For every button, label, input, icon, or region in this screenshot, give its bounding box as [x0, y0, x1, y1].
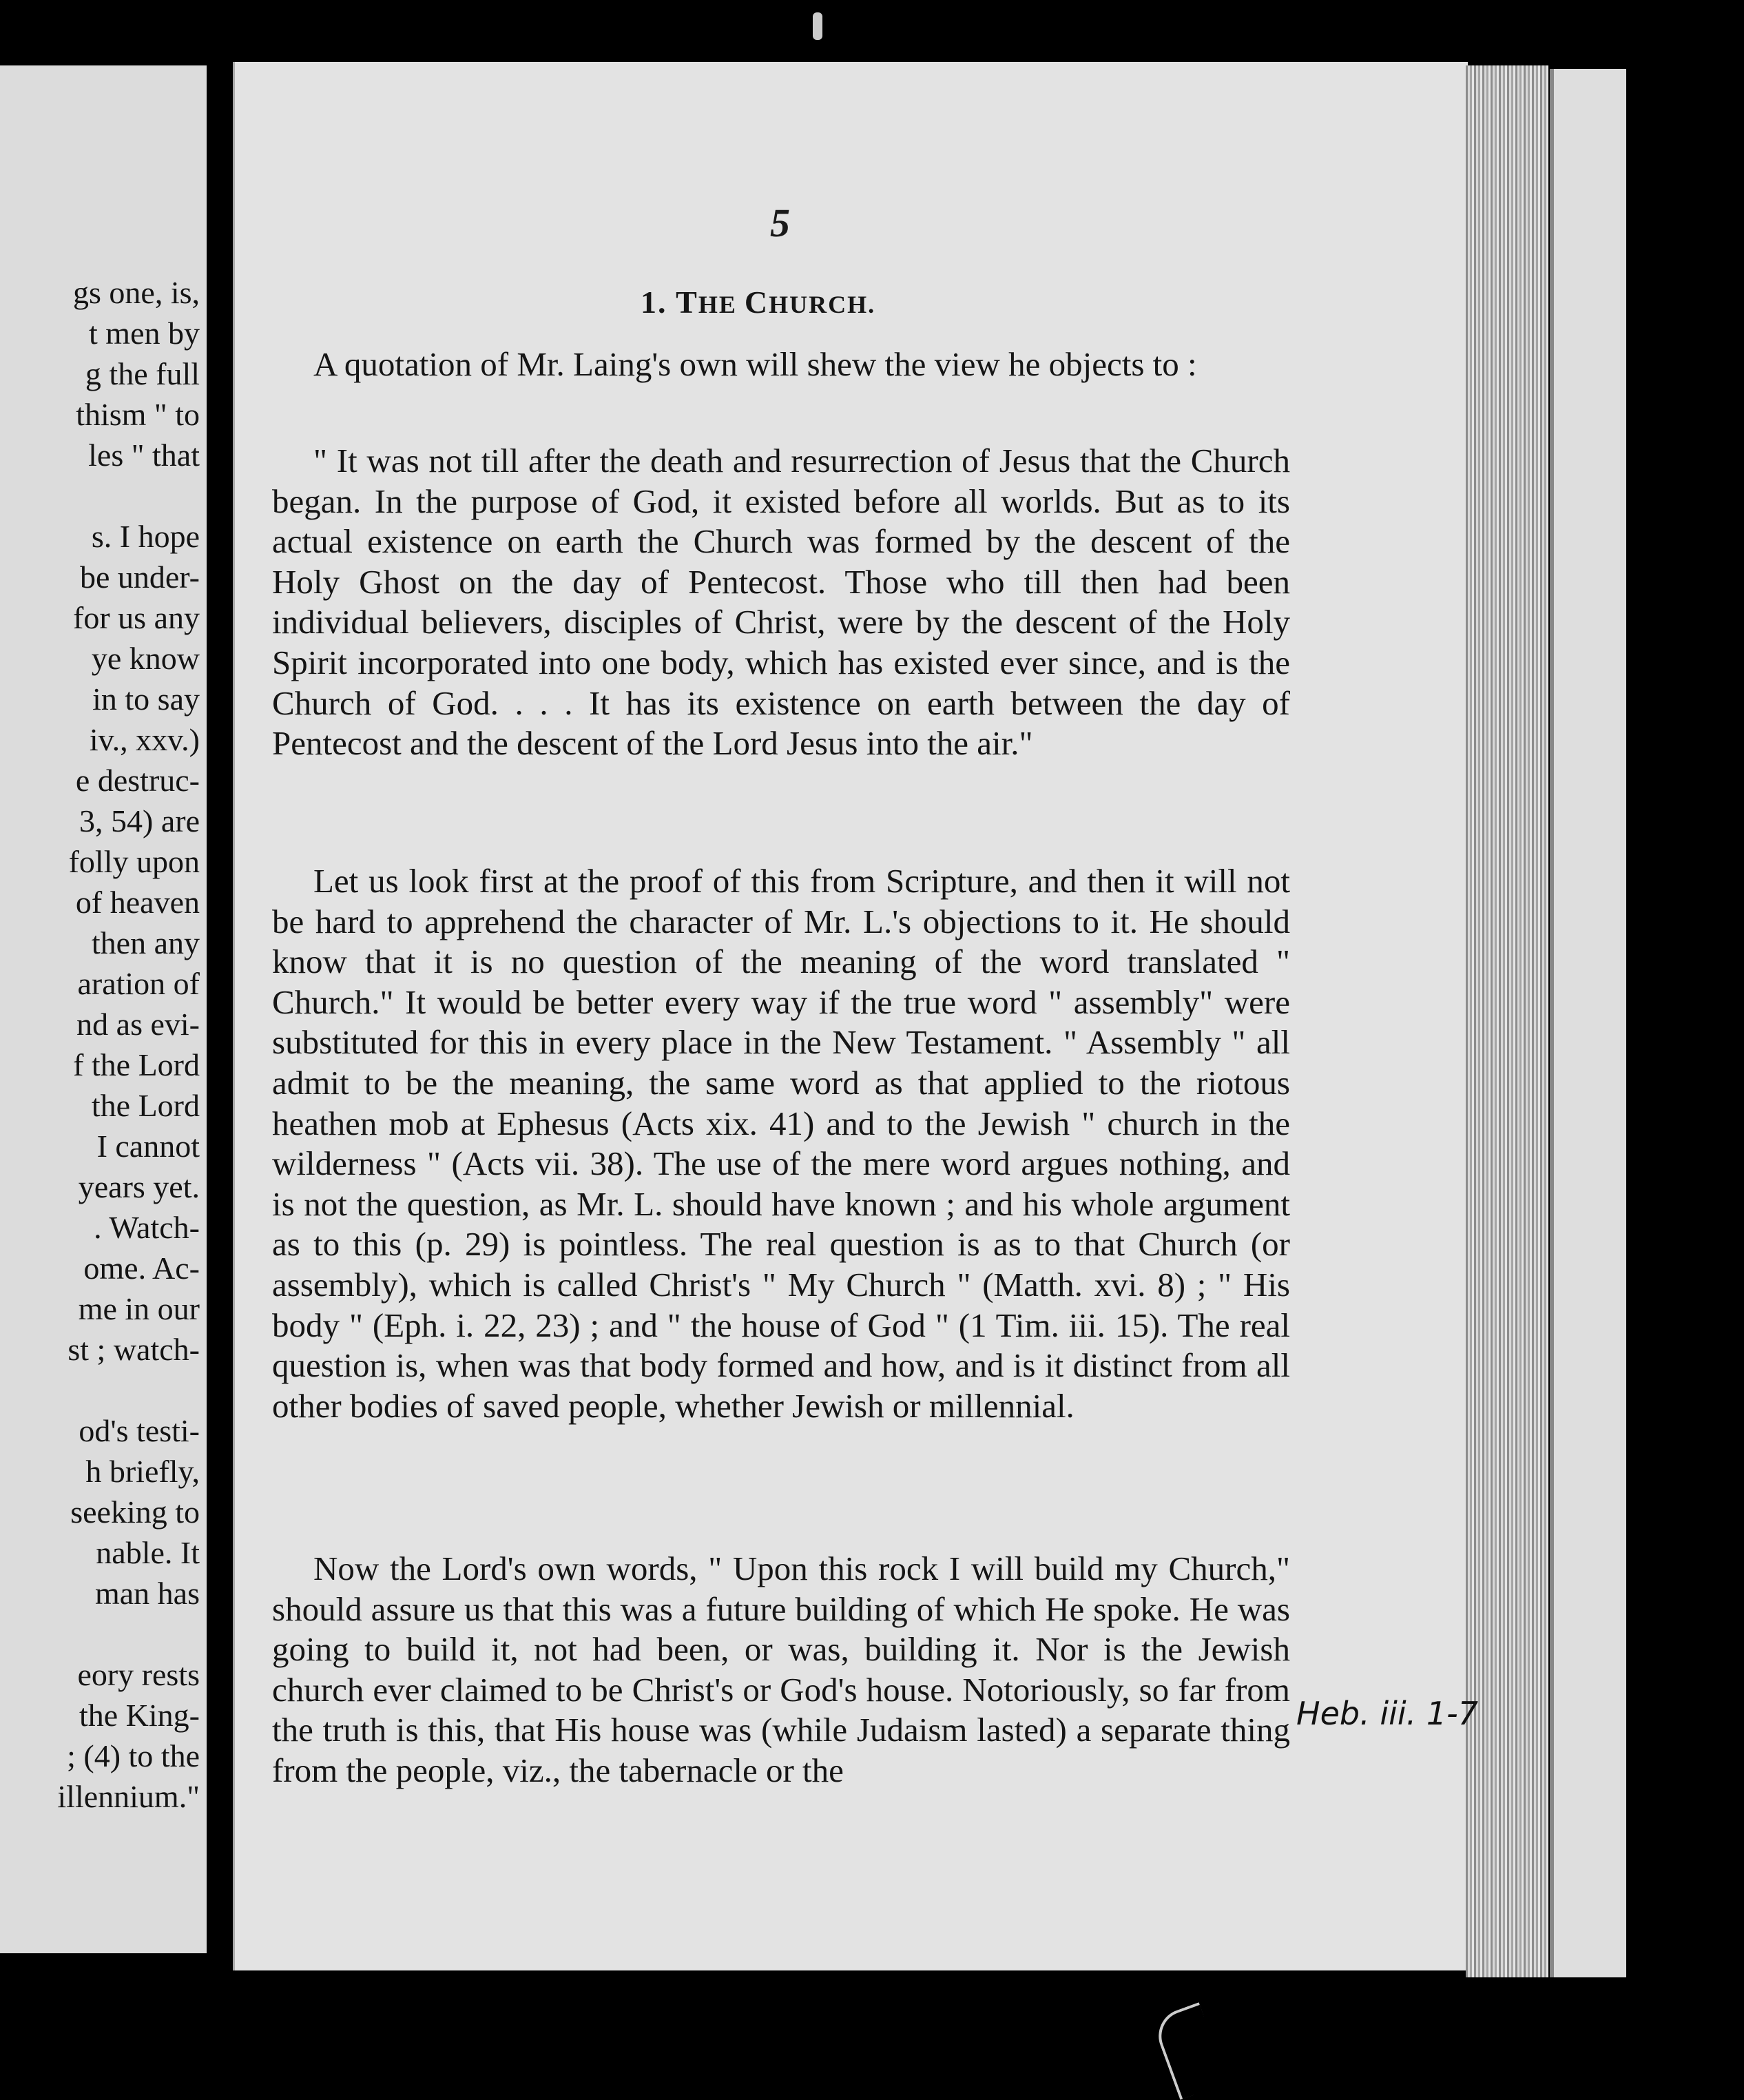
section-title [641, 284, 875, 320]
left-page-line: then any [91, 925, 200, 960]
left-page-line: ome. Ac- [83, 1250, 200, 1286]
left-page-line: seeking to [70, 1494, 200, 1530]
intro-paragraph [272, 344, 1290, 385]
left-page-line: st ; watch- [68, 1332, 200, 1367]
left-page-line: for us any [73, 600, 200, 635]
left-page-line: eory rests [77, 1657, 200, 1692]
handwritten-margin-note: Heb. iii. 1-7 [1296, 1695, 1479, 1732]
paragraph-2-text: Let us look first at the proof of this from Scripture, and then it will not be hard to apprehend the character of Mr. L.'s objections to it. He should know that it is no question of the meaning of the word translated " Church." It would be better every way if the true word " assembly" were substituted for this in every place in the New Testament. " Assembly " all admit to be the meaning, the same word as that applied to the riotous heathen mob at Ephesus (Acts xix. 41) and to the Jewish " church in the wilderness " (Acts vii. 38). The use of the mere word argues nothing, and is not the question, as Mr. L. should have known ; and his whole argument as to this (p. 29) is pointless. The real question is as to that Church (or assembly), which is called Christ's " My Church " (Matth. xvi. 8) ; " His body " (Eph. i. 22, 23) ; and " the house of God " (1 Tim. iii. 15). The real question is, when was that body formed and how, and is it distinct from all other bodies of saved people, whether Jewish or millennial. [272, 862, 1290, 1425]
body-paragraph-3 [272, 1549, 1290, 1791]
left-page-line: . Watch- [94, 1210, 200, 1245]
left-page-line: in to say [92, 681, 200, 717]
left-page-line: the King- [79, 1698, 200, 1733]
left-page-line: nable. It [96, 1535, 200, 1570]
left-page-line: t men by [89, 316, 200, 351]
left-page [0, 65, 207, 1953]
left-page-line: s. I hope [91, 519, 200, 554]
intro-text: A quotation of Mr. Laing's own will shew the view he objects to : [313, 345, 1197, 383]
left-page-line: g the full [85, 356, 200, 391]
section-number: 1. [641, 285, 667, 320]
left-page-line: illennium." [57, 1779, 200, 1814]
left-page-text [0, 272, 200, 1817]
left-page-line: 3, 54) are [79, 803, 200, 838]
left-page-line: e destruc- [75, 763, 200, 798]
left-page-line: f the Lord [73, 1047, 200, 1082]
section-title-initial: T [676, 285, 698, 320]
left-page-line: h briefly, [85, 1454, 200, 1489]
left-page-line: the Lord [91, 1088, 200, 1123]
quotation-text: " It was not till after the death and resurrection of Jesus that the Church began. In the purpose of God, it existed before all worlds. But as to its actual existence on earth the Church was formed by the descent of the Holy Ghost on the day of Pentecost. Those who till then had been individual believers, disciples of Christ, were by the descent of the Holy Spirit incorporated into one body, which has existed ever since, and is the Church of God. . . . It has its existence on earth between the day of Pentecost and the descent of the Lord Jesus into the air." [272, 442, 1290, 763]
left-page-line: od's testi- [79, 1413, 200, 1448]
paragraph-3-text: Now the Lord's own words, " Upon this rock I will build my Church," should assure us that this was a future building of which He spoke. He was going to build it, not had been, or was, building it. Nor is the Jewish church ever claimed to be Christ's or God's house. Notoriously, so far from the truth is this, that His house was (while Judaism lasted) a separate thing from the people, viz., the tabernacle or the [272, 1550, 1290, 1789]
left-page-line: nd as evi- [76, 1007, 200, 1042]
left-page-line: les " that [88, 438, 200, 473]
left-page-line: man has [94, 1576, 200, 1611]
left-page-line: ; (4) to the [67, 1738, 200, 1773]
section-title-word: HE [698, 291, 745, 318]
left-page-line: folly upon [68, 844, 200, 879]
section-title-word-2: HURCH. [769, 291, 876, 318]
left-page-line: years yet. [78, 1169, 200, 1204]
bottom-scratch-mark [1151, 2002, 1228, 2100]
left-page-line [0, 475, 200, 516]
left-page-line: aration of [77, 966, 200, 1001]
left-page-line: gs one, is, [73, 275, 200, 310]
left-page-line [0, 1370, 200, 1410]
body-paragraph-2 [272, 861, 1290, 1426]
quotation-block [272, 441, 1290, 764]
page-number: 5 [770, 200, 790, 245]
top-scratch-mark [813, 12, 822, 40]
left-page-line: of heaven [75, 885, 200, 920]
left-page-line: iv., xxv.) [89, 722, 200, 757]
page-edges [1466, 65, 1548, 1977]
left-page-line: me in our [78, 1291, 200, 1326]
left-page-line [0, 1614, 200, 1654]
left-page-line: ye know [91, 641, 200, 676]
left-page-line: I cannot [96, 1129, 200, 1164]
left-page-line: thism " to [76, 397, 200, 432]
section-title-initial-2: C [744, 285, 769, 320]
page-edge-outer [1550, 69, 1626, 1977]
left-page-line: be under- [79, 559, 200, 595]
